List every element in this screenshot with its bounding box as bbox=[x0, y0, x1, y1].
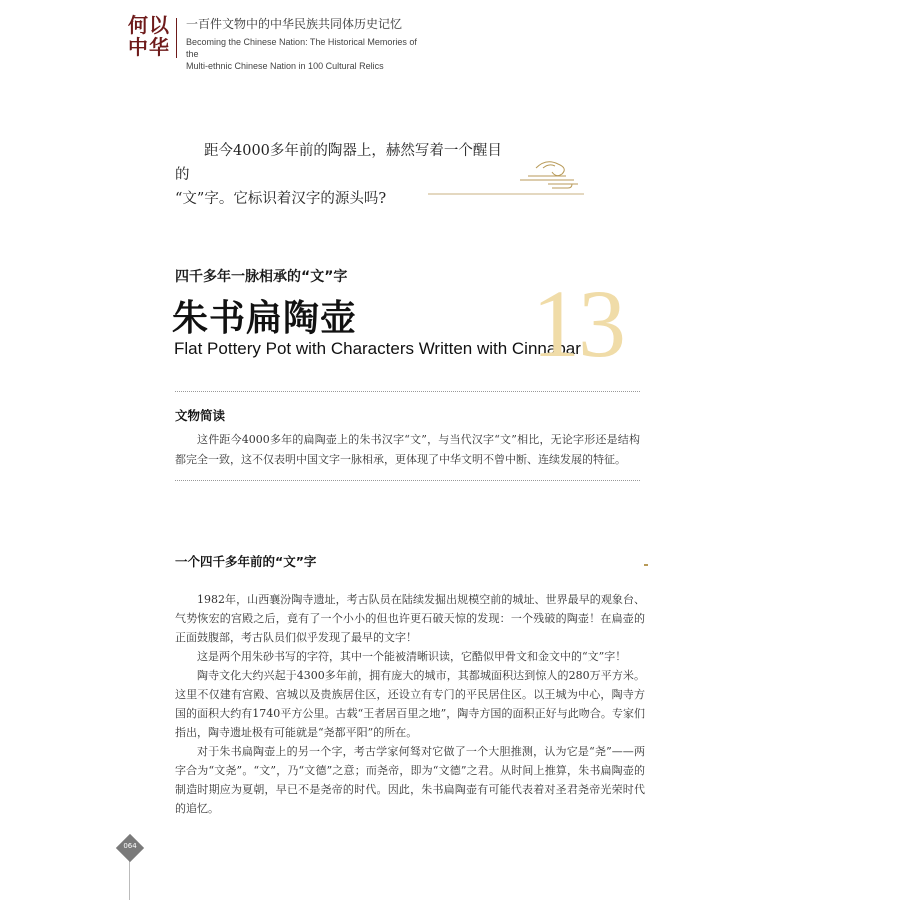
section-heading: 一个四千多年前的“文”字 bbox=[175, 554, 317, 569]
page-number: 064 bbox=[123, 842, 137, 850]
chapter-english-title: Flat Pottery Pot with Characters Written with Cinnabar bbox=[174, 339, 581, 358]
chapter-title: 朱书扁陶壶 bbox=[172, 298, 358, 339]
series-logo-line1: 何以 bbox=[128, 13, 170, 37]
series-english-line1: Becoming the Chinese Nation: The Historical Memories of the bbox=[186, 37, 417, 59]
section-body bbox=[175, 590, 645, 818]
body-paragraph: 这是两个用朱砂书写的字符，其中一个能被清晰识读，它酷似甲骨文和金文中的“文”字！ bbox=[197, 650, 627, 663]
cloud-ornament-icon bbox=[428, 154, 588, 198]
series-english-title bbox=[186, 36, 426, 72]
divider-top bbox=[175, 391, 640, 392]
chapter-subtitle: 四千多年一脉相承的“文”字 bbox=[175, 269, 348, 285]
divider-bottom bbox=[175, 480, 640, 481]
body-paragraph: 陶寺文化大约兴起于4300多年前，拥有庞大的城市，其都城面积达到惊人的280万平方米。这里不仅建有宫殿、宫城以及贵族居住区，还设立有专门的平民居住区。以王城为中心，陶寺方国的面积大约有1740平方公里。古载“王者居百里之地”，陶寺方国的面积正好与此吻合。专家们指出，陶寺遗址极有可能就是“尧都平阳”的所在。 bbox=[175, 669, 645, 739]
body-paragraph: 对于朱书扁陶壶上的另一个字，考古学家何驽对它做了一个大胆推测，认为它是“尧”——两字合为“文尧”。“文”，乃“文德”之意；而尧帝，即为“文德”之君。从时间上推算，朱书扁陶壶的制造时期应为夏朝，早已不是尧帝的时代。因此，朱书扁陶壶有可能代表着对圣君尧帝光荣时代的追忆。 bbox=[175, 745, 645, 815]
body-paragraph: 1982年，山西襄汾陶寺遗址，考古队员在陆续发掘出规模空前的城址、世界最早的观象台、气势恢宏的宫殿之后，竟有了一个小小的但也许更石破天惊的发现：一个残破的陶壶！在扁壶的正面鼓腹部，考古队员们似乎发现了最早的文字！ bbox=[175, 593, 645, 644]
series-logo-line2: 中华 bbox=[128, 35, 170, 59]
series-title: 一百件文物中的中华民族共同体历史记忆 bbox=[186, 17, 403, 31]
intro-line-2: “文”字。它标识着汉字的源头吗? bbox=[175, 191, 387, 207]
intro-line-1: 距今4000多年前的陶器上，赫然写着一个醒目的 bbox=[175, 143, 502, 183]
series-logo bbox=[128, 14, 170, 58]
brief-text: 这件距今4000多年的扁陶壶上的朱书汉字“文”，与当代汉字“文”相比，无论字形还是结构都完全一致，这不仅表明中国文字一脉相承，更体现了中华文明不曾中断、连续发展的特征。 bbox=[175, 433, 640, 466]
series-english-line2: Multi-ethnic Chinese Nation in 100 Cultural Relics bbox=[186, 61, 384, 71]
header-divider bbox=[176, 18, 177, 58]
brief-heading: 文物简读 bbox=[175, 408, 226, 423]
decorative-speck bbox=[644, 564, 648, 566]
chapter-number: 13 bbox=[532, 270, 624, 377]
